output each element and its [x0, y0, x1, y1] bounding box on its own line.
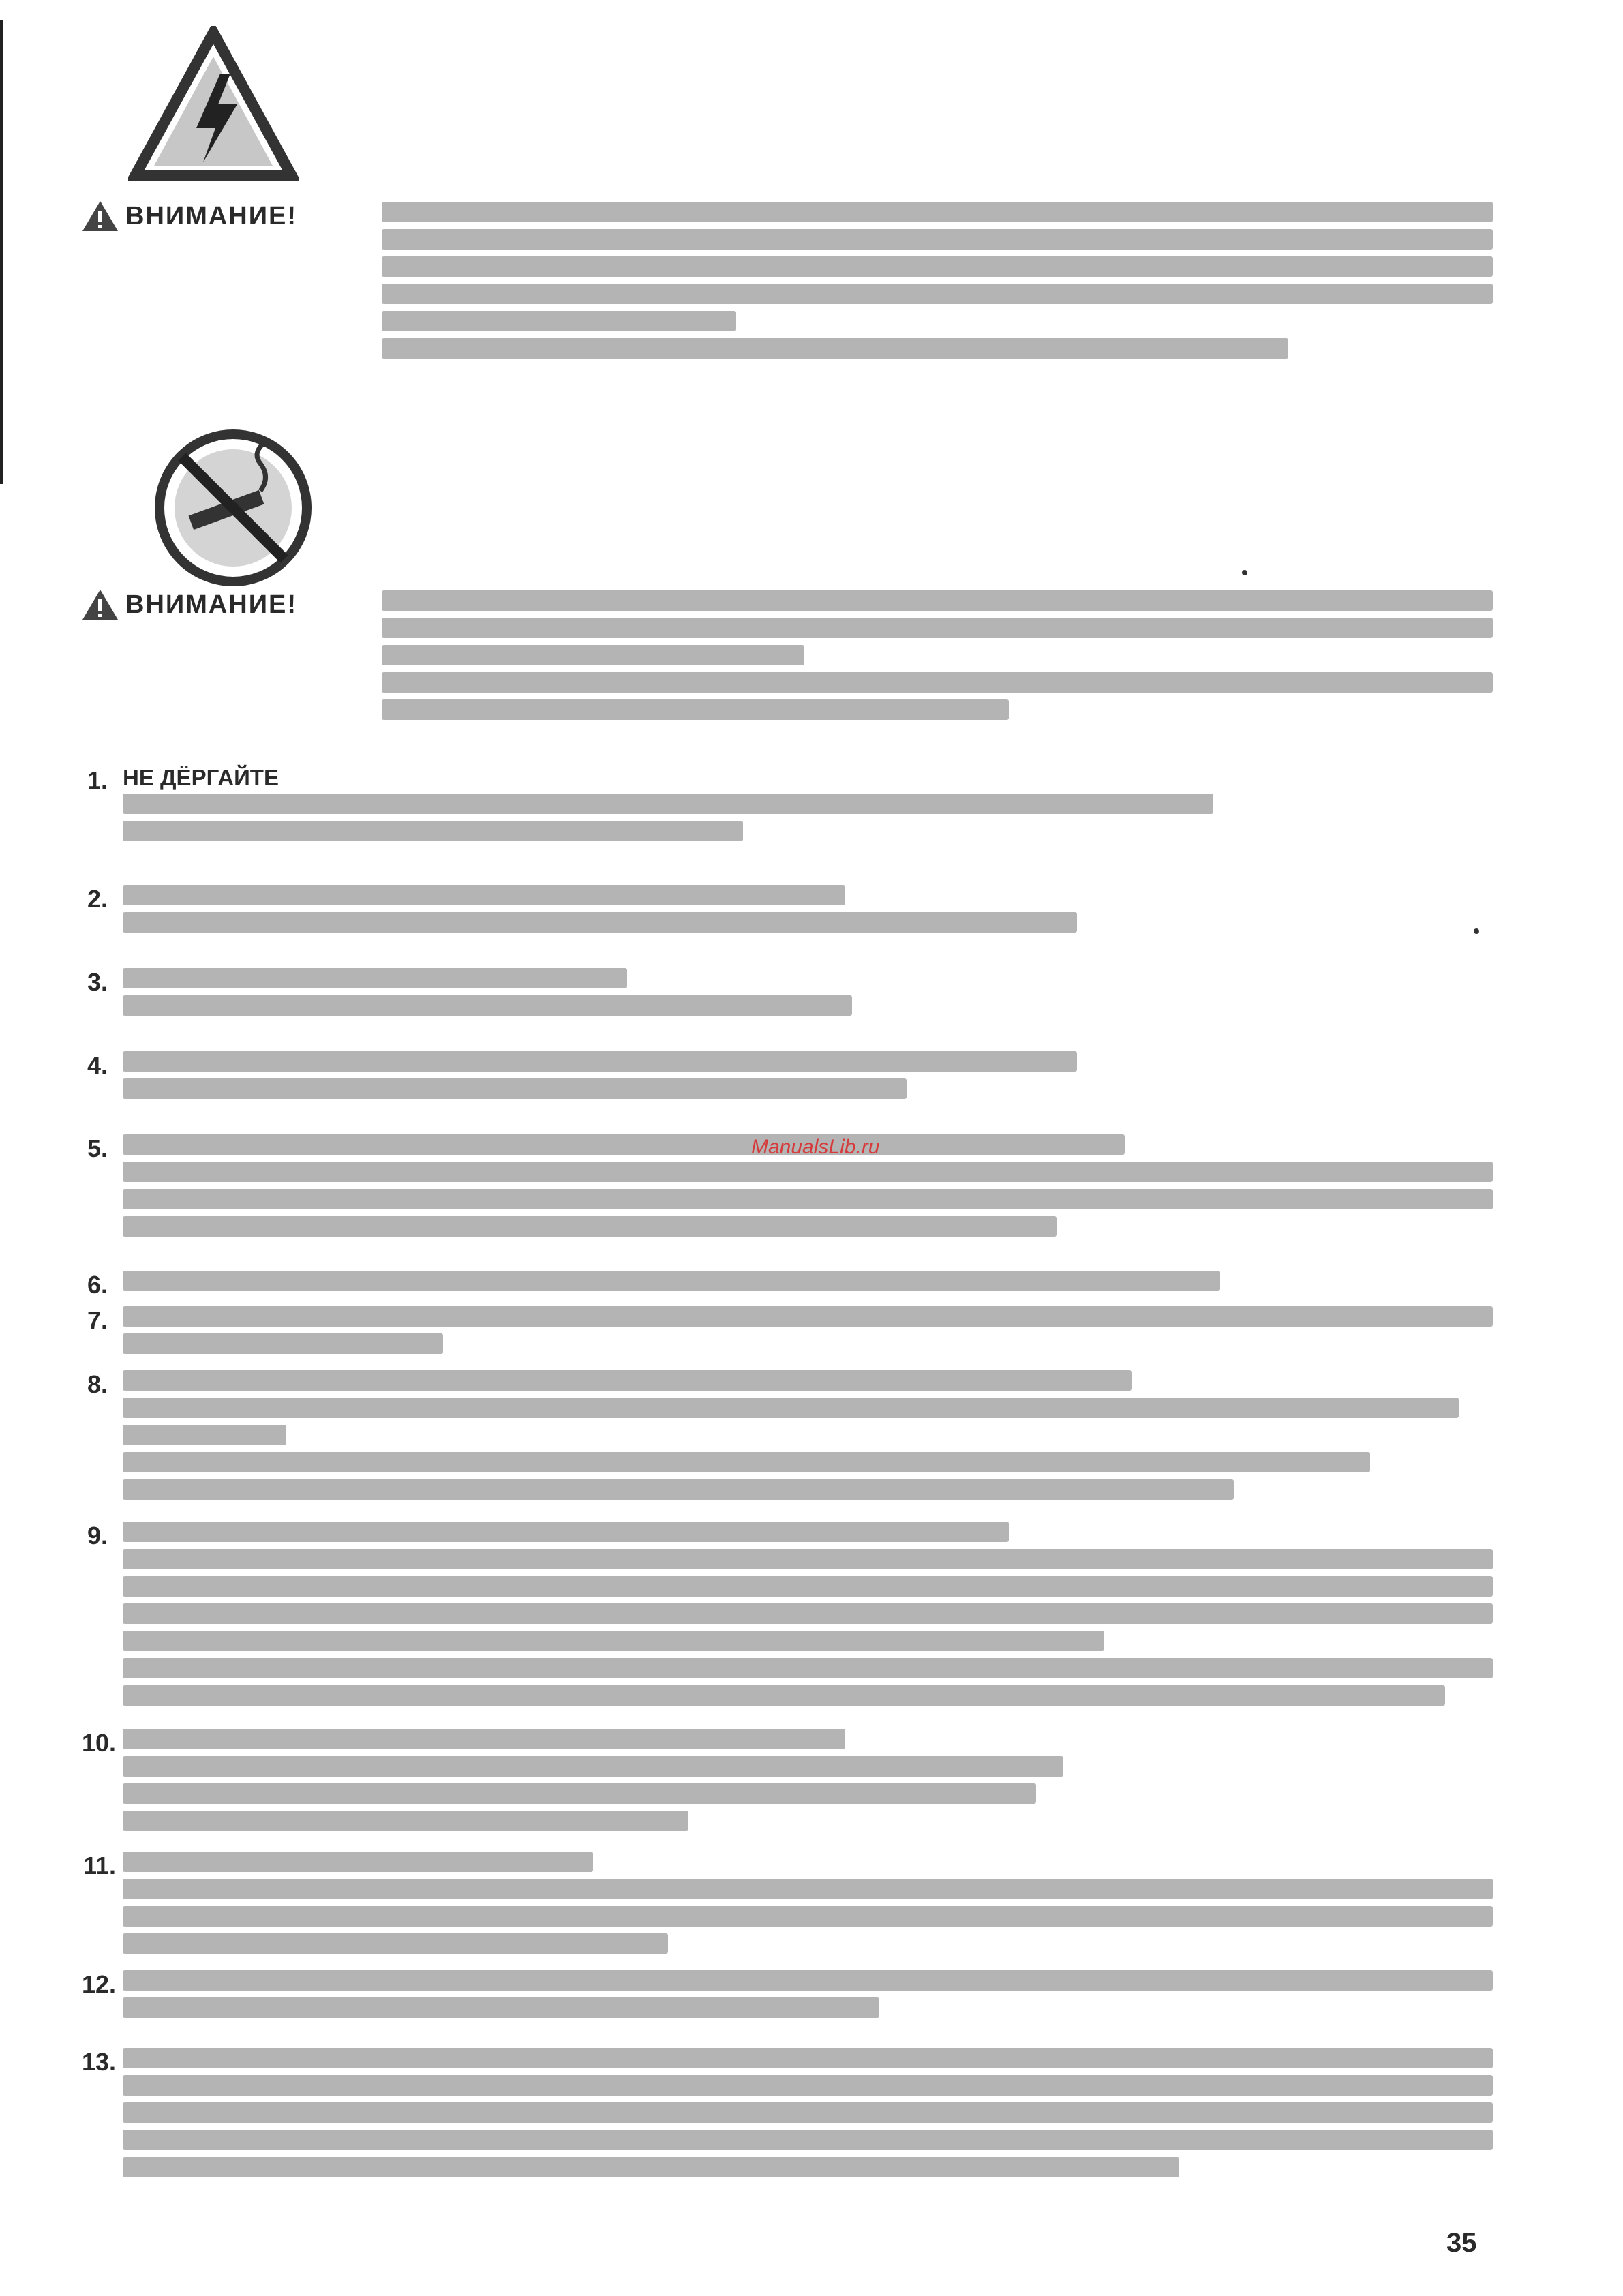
safety-item-13	[123, 2048, 1496, 2184]
item-number: 7.	[87, 1306, 108, 1334]
item-number: 12.	[81, 1970, 116, 1998]
item-number: 6.	[87, 1271, 108, 1299]
warning-label-2	[80, 588, 297, 622]
warning-label-text: ВНИМАНИЕ!	[125, 201, 298, 230]
no-smoking-icon	[151, 426, 315, 590]
item-number: 13.	[81, 2048, 116, 2076]
item-number: 11.	[82, 1852, 116, 1879]
page-number: 35	[1446, 2228, 1477, 2258]
safety-item-6	[123, 1271, 1496, 1298]
safety-item-3	[123, 968, 1496, 1023]
item-number: 9.	[87, 1522, 108, 1550]
item-number: 5.	[87, 1134, 108, 1162]
warning-1-text	[382, 202, 1496, 365]
warning-triangle-icon	[80, 588, 120, 622]
safety-item-9	[123, 1522, 1496, 1712]
electrical-hazard-icon	[128, 26, 299, 183]
item-number: 4.	[87, 1051, 108, 1079]
safety-item-1	[123, 766, 1496, 848]
item-number: 1.	[87, 766, 108, 794]
item-number: 8.	[87, 1370, 108, 1398]
safety-item-10	[123, 1729, 1496, 1838]
item-number: 3.	[87, 968, 108, 996]
safety-item-2	[123, 885, 1496, 939]
safety-item-7	[123, 1306, 1496, 1361]
item-heading: НЕ ДЁРГАЙТЕ	[123, 765, 279, 790]
item-number: 10.	[81, 1729, 116, 1757]
item-number: 2.	[87, 885, 108, 913]
safety-item-11	[123, 1852, 1496, 1961]
warning-2-text	[382, 590, 1496, 727]
safety-item-4	[123, 1051, 1496, 1106]
warning-label-text: ВНИМАНИЕ!	[125, 590, 298, 619]
scan-speck	[1242, 570, 1247, 575]
site-watermark: ManualsLib.ru	[751, 1136, 880, 1158]
scan-edge	[0, 20, 3, 484]
warning-label-1	[80, 199, 297, 233]
warning-triangle-icon	[80, 199, 120, 233]
safety-item-12	[123, 1970, 1496, 2025]
safety-item-8	[123, 1370, 1496, 1507]
